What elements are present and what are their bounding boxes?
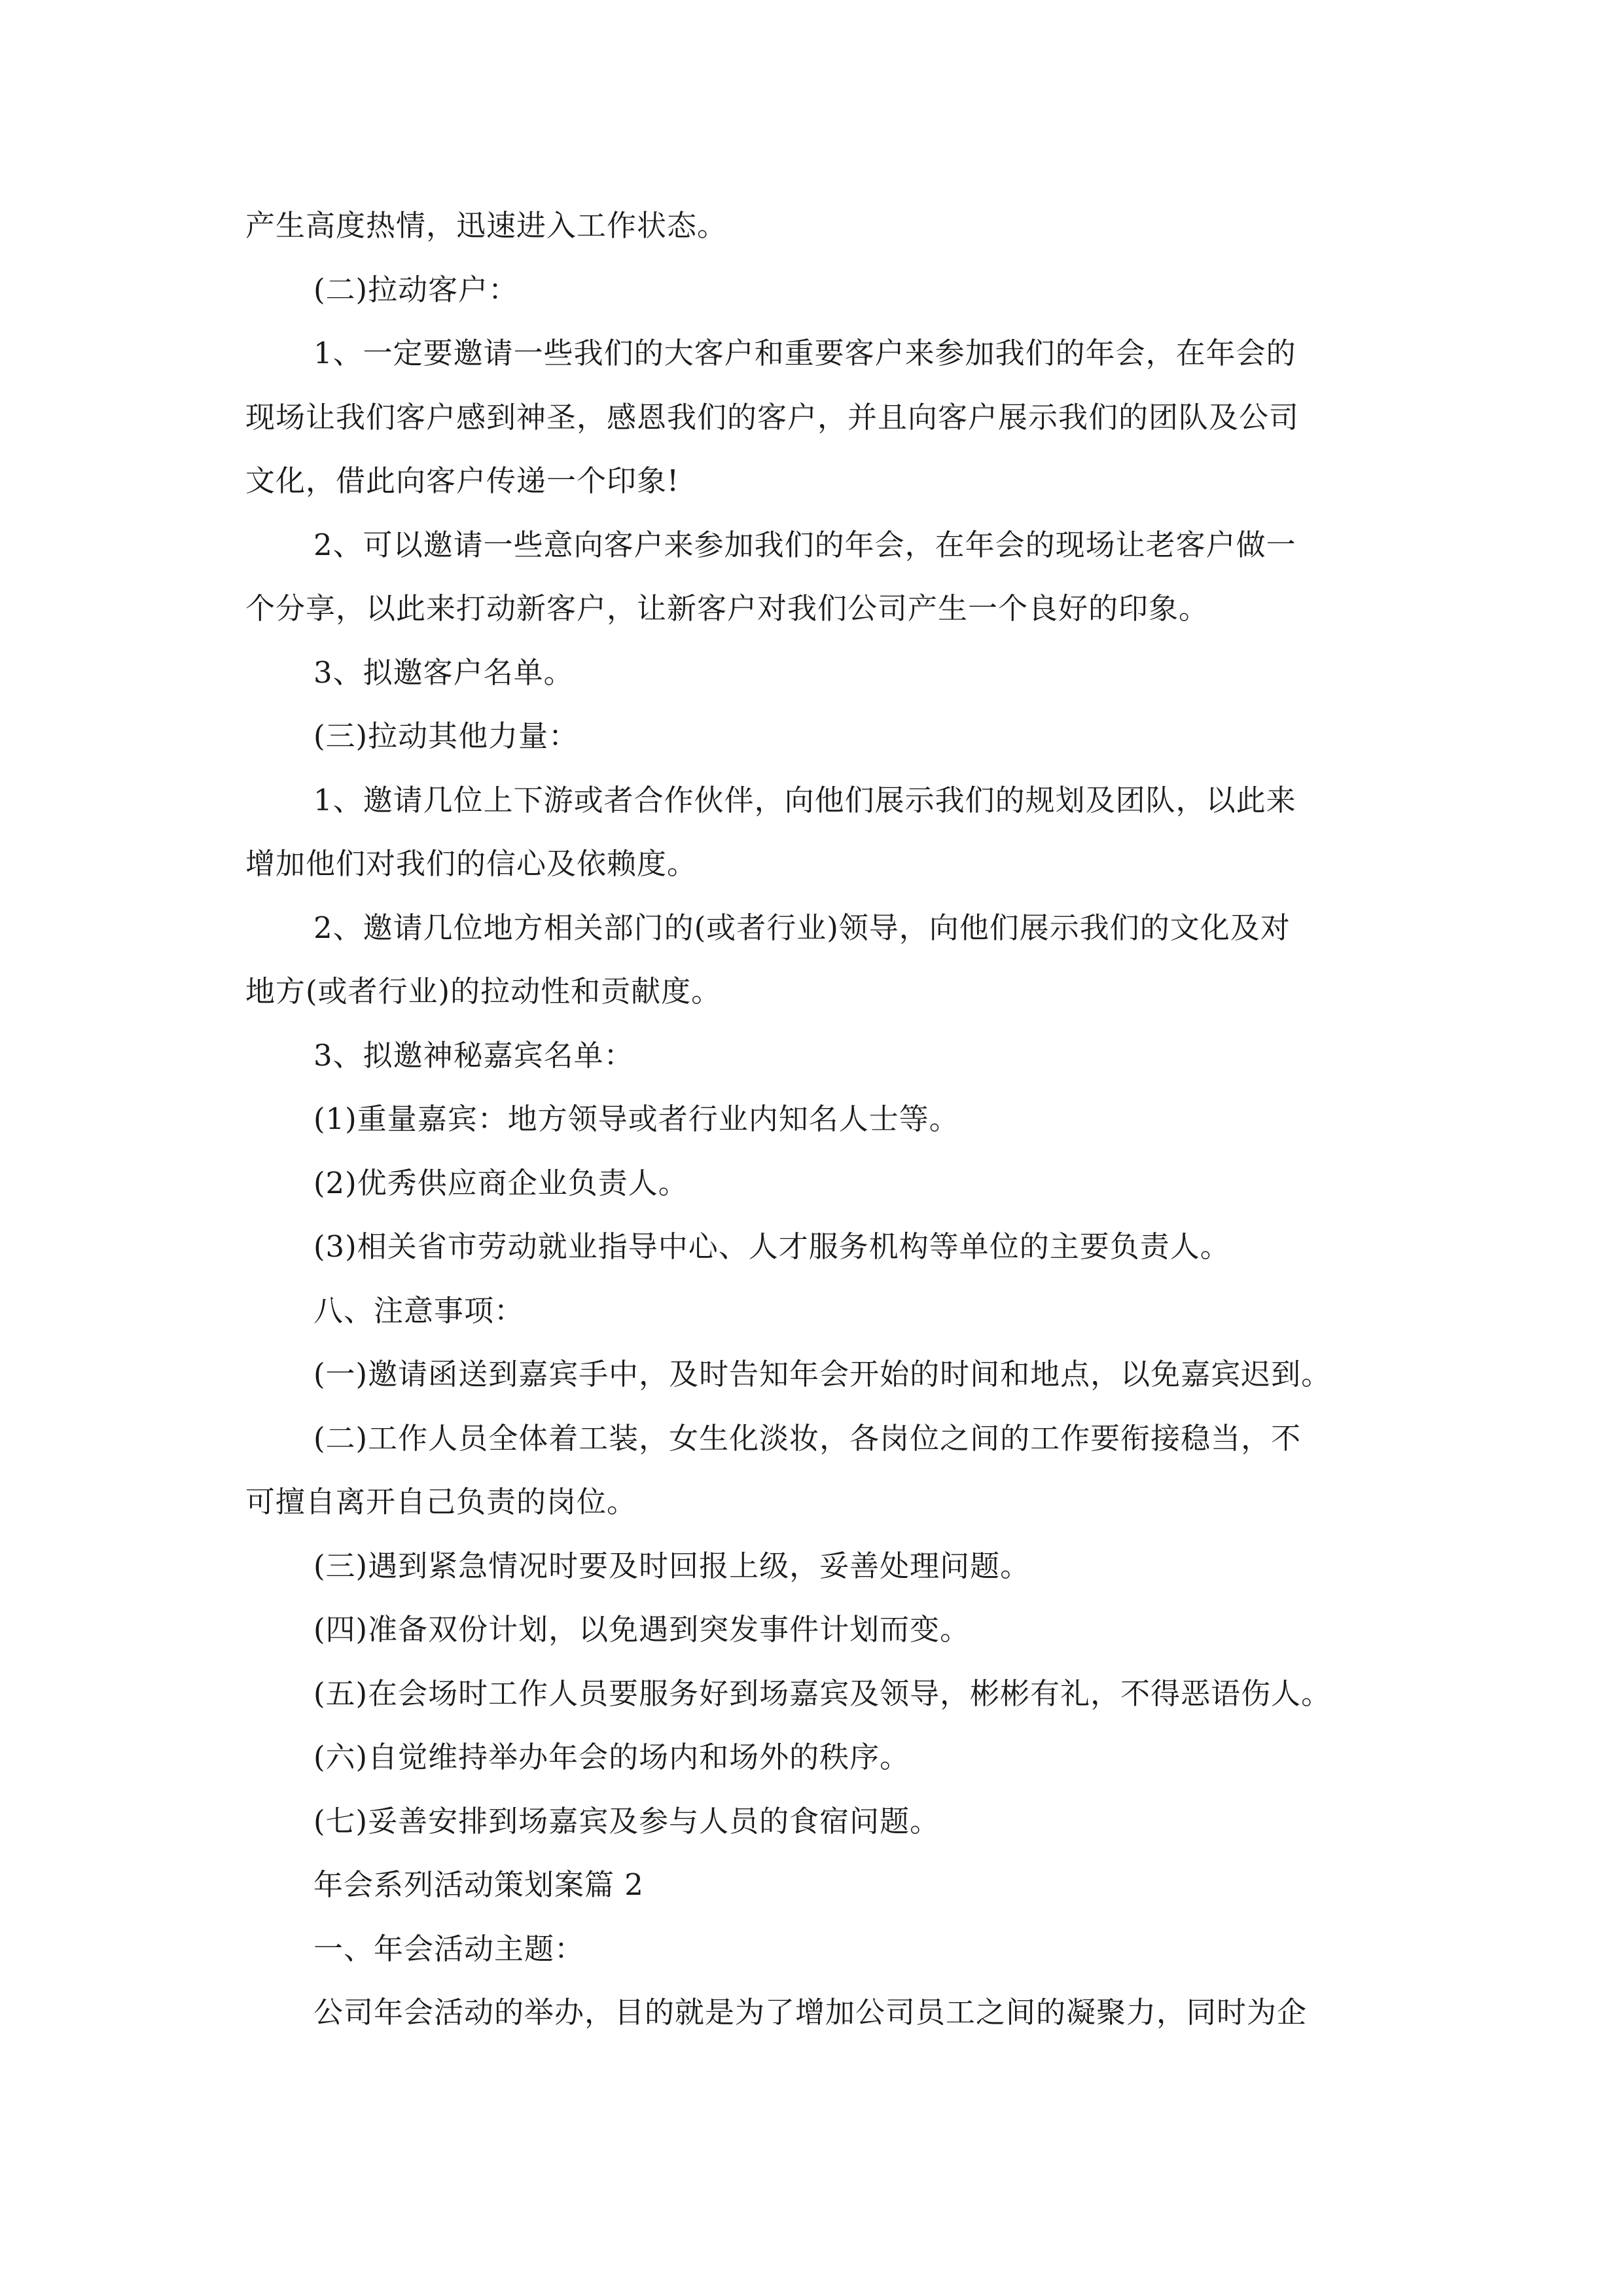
- document-body: [245, 194, 1381, 2045]
- text-line: 增加他们对我们的信心及依赖度。: [245, 846, 698, 881]
- text-line: (2)优秀供应商企业负责人。: [313, 1165, 688, 1200]
- text-line: (三)拉动其他力量：: [313, 719, 579, 753]
- text-line: (一)邀请函送到嘉宾手中，及时告知年会开始的时间和地点，以免嘉宾迟到。: [313, 1357, 1332, 1391]
- text-line: 3、拟邀神秘嘉宾名单：: [313, 1037, 634, 1073]
- text-line: 年会系列活动策划案篇 2: [313, 1867, 644, 1902]
- text-line: 八、注意事项：: [313, 1293, 525, 1328]
- text-line: 一、年会活动主题：: [313, 1931, 585, 1966]
- text-line: (1)重量嘉宾：地方领导或者行业内知名人士等。: [313, 1102, 959, 1136]
- text-line: 现场让我们客户感到神圣，感恩我们的客户，并且向客户展示我们的团队及公司: [245, 399, 1300, 435]
- text-line: 地方(或者行业)的拉动性和贡献度。: [245, 974, 722, 1009]
- text-line: (七)妥善安排到场嘉宾及参与人员的食宿问题。: [313, 1803, 940, 1839]
- text-line: 2、可以邀请一些意向客户来参加我们的年会，在年会的现场让老客户做一: [313, 527, 1296, 562]
- text-line: 可擅自离开自己负责的岗位。: [245, 1484, 637, 1519]
- text-line: 1、一定要邀请一些我们的大客户和重要客户来参加我们的年会，在年会的: [313, 336, 1296, 370]
- text-line: (二)拉动客户：: [313, 272, 519, 307]
- text-line: 个分享，以此来打动新客户，让新客户对我们公司产生一个良好的印象。: [245, 591, 1209, 626]
- text-line: 文化，借此向客户传递一个印象!: [245, 463, 680, 498]
- text-line: (六)自觉维持举办年会的场内和场外的秩序。: [313, 1740, 910, 1774]
- text-line: 3、拟邀客户名单。: [313, 655, 574, 690]
- text-line: (四)准备双份计划，以免遇到突发事件计划而变。: [313, 1612, 971, 1647]
- text-line: (3)相关省市劳动就业指导中心、人才服务机构等单位的主要负责人。: [313, 1229, 1230, 1264]
- text-line: (五)在会场时工作人员要服务好到场嘉宾及领导，彬彬有礼，不得恶语伤人。: [313, 1676, 1332, 1711]
- text-line: 2、邀请几位地方相关部门的(或者行业)领导，向他们展示我们的文化及对: [313, 910, 1291, 945]
- text-line: 产生高度热情，迅速进入工作状态。: [245, 208, 728, 243]
- text-line: (二)工作人员全体着工装，女生化淡妆，各岗位之间的工作要衔接稳当，不: [313, 1420, 1302, 1456]
- text-line: 1、邀请几位上下游或者合作伙伴，向他们展示我们的规划及团队，以此来: [313, 782, 1296, 817]
- text-line: 公司年会活动的举办，目的就是为了增加公司员工之间的凝聚力，同时为企: [313, 1995, 1308, 2030]
- text-line: (三)遇到紧急情况时要及时回报上级，妥善处理问题。: [313, 1548, 1031, 1583]
